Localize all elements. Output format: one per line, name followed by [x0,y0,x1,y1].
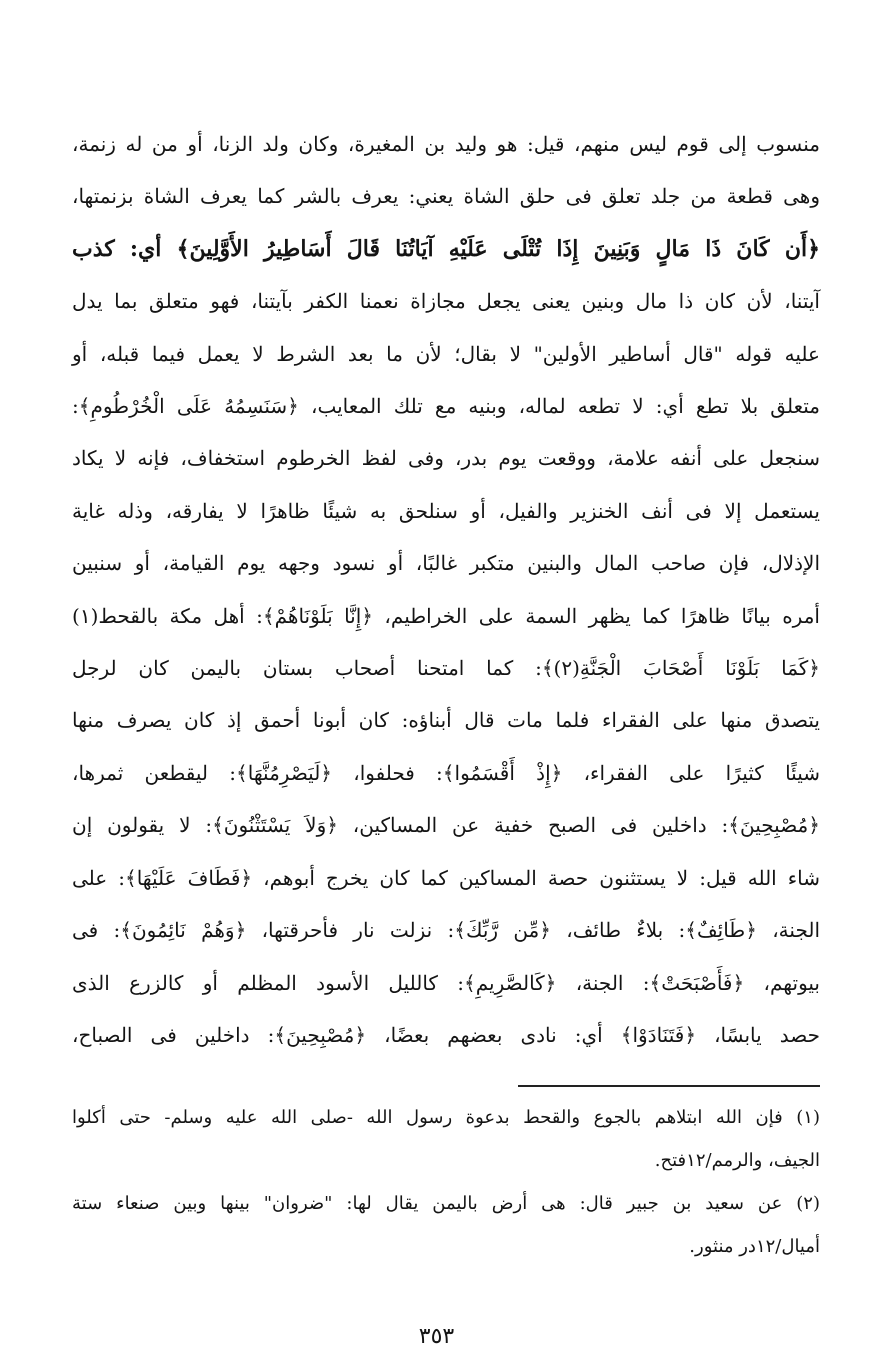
text-line: ﴿أَن كَانَ ذَا مَالٍ وَبَنِينَ إِذَا تُتْلَى عَلَيْهِ آيَاتُنَا قَالَ أَسَاطِيرُ الأَوَّلِينَ﴾ أي: كذب [72,235,820,262]
text-line: يستعمل إلا فى أنف الخنزير والفيل، أو سنلحق به شيئًا ظاهرًا لا يفارقه، وذله غاية [72,498,820,523]
body-paragraph [72,118,820,1061]
footnote-line: (١) فإن الله ابتلاهم بالجوع والقحط بدعوة رسول الله -صلى الله عليه وسلم- حتى أكلوا [72,1107,820,1128]
text-line: ﴿مُصْبِحِينَ﴾: داخلين فى الصبح خفية عن المساكين، ﴿وَلاَ يَسْتَثْنُونَ﴾: لا يقولون إن [72,813,820,838]
footnote-line: أميال/١٢در منثور. [689,1236,820,1257]
text-line: آيتنا، لأن كان ذا مال وبنين يعنى يجعل مجازاة نعمنا الكفر بآيتنا، فهو متعلق بما يدل [72,289,820,314]
footnote-2 [72,1182,820,1268]
text-line: شيئًا كثيرًا على الفقراء، ﴿إِذْ أَقْسَمُوا﴾: فحلفوا، ﴿لَيَصْرِمُنَّهَا﴾: ليقطعن ثمرها، [72,760,820,785]
footnote-1 [72,1096,820,1182]
text-line: أمره بيانًا ظاهرًا كما يظهر السمة على الخراطيم، ﴿إِنَّا بَلَوْنَاهُمْ﴾: أهل مكة بالقحط(١) [72,603,820,628]
text-line: متعلق بلا تطع أي: لا تطعه لماله، وبنيه مع تلك المعايب، ﴿سَنَسِمُهُ عَلَى الْخُرْطُومِ﴾: [72,394,820,419]
footnote-line: (٢) عن سعيد بن جبير قال: هى أرض باليمن يقال لها: "ضروان" بينها وبين صنعاء ستة [72,1193,820,1214]
text-line: شاء الله قيل: لا يستثنون حصة المساكين كما كان يخرج أبوهم، ﴿فَطَافَ عَلَيْهَا﴾: على [72,865,820,890]
text-line: يتصدق منها على الفقراء فلما مات قال أبناؤه: كان أبونا أحمق إذ كان يصرف منها [72,708,820,733]
footnote-line: الجيف، والرمم/١٢فتح. [654,1150,820,1171]
page-number: ٣٥٣ [418,1324,455,1349]
text-line: الجنة، ﴿طَائِفٌ﴾: بلاءٌ طائف، ﴿مِّن رَّبِّكَ﴾: نزلت نار فأحرقتها، ﴿وَهُمْ نَائِمُونَ﴾: فى [72,918,820,943]
main-text-block [72,118,820,1061]
text-line: منسوب إلى قوم ليس منهم، قيل: هو وليد بن المغيرة، وكان ولد الزنا، أو من له زنمة، [72,132,820,156]
text-line: بيوتهم، ﴿فَأَصْبَحَتْ﴾: الجنة، ﴿كَالصَّرِيمِ﴾: كالليل الأسود المظلم أو كالزرع الذى [72,970,820,995]
text-line: وهى قطعة من جلد تعلق فى حلق الشاة يعني: يعرف بالشر كما يعرف الشاة بزنمتها، [72,184,821,209]
text-line: ﴿كَمَا بَلَوْنَا أَصْحَابَ الْجَنَّةِ(٢)﴾: كما امتحنا أصحاب بستان باليمن كان لرجل [72,656,820,681]
text-line: عليه قوله "قال أساطير الأولين" لا بقال؛ لأن ما بعد الشرط لا يعمل فيما قبله، أو [72,341,820,366]
footnote-separator [518,1085,820,1087]
footnotes [72,1096,820,1268]
text-line: حصد يابسًا، ﴿فَتَنَادَوْا﴾ أي: نادى بعضهم بعضًا، ﴿مُصْبِحِينَ﴾: داخلين فى الصباح، [72,1022,820,1047]
text-line: الإذلال، فإن صاحب المال والبنين متكبر غالبًا، أو نسود وجهه يوم القيامة، أو سنبين [72,551,820,576]
text-line: سنجعل على أنفه علامة، ووقعت يوم بدر، وفى لفظ الخرطوم استخفاف، فإنه لا يكاد [72,446,820,471]
